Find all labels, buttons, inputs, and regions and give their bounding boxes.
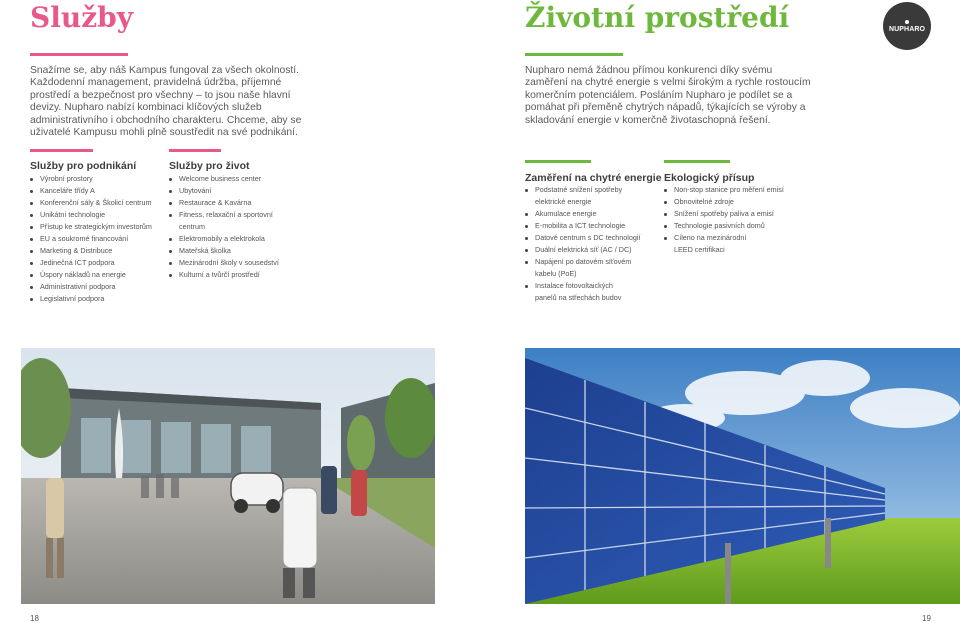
list-item: Datové centrum s DC technologií — [525, 232, 640, 244]
bullet-icon — [525, 237, 528, 240]
list-item: Napájení po datovém síťovém — [525, 256, 640, 268]
list-item: Obnovitelné zdroje — [664, 196, 784, 208]
list-item: Elektromobily a elektrokola — [169, 233, 279, 245]
page-title-environment: Životní prostředí — [525, 1, 790, 34]
list-item: Mezinárodní školy v sousedství — [169, 257, 279, 269]
column-rule — [169, 149, 221, 152]
list-item: Fitness, relaxační a sportovní — [169, 209, 279, 221]
bullet-icon — [30, 262, 33, 265]
bullet-icon — [525, 261, 528, 264]
list-item: Výrobní prostory — [30, 173, 152, 185]
bullet-icon — [30, 250, 33, 253]
eco-approach-list — [664, 184, 784, 256]
list-item: Podstatné snížení spotřeby — [525, 184, 640, 196]
list-item: Akumulace energie — [525, 208, 640, 220]
list-item: Konferenční sály & Školicí centrum — [30, 197, 152, 209]
bullet-icon — [30, 226, 33, 229]
bullet-icon — [30, 190, 33, 193]
bullet-icon — [30, 274, 33, 277]
bullet-icon — [30, 238, 33, 241]
solar-panels-photo — [525, 348, 960, 604]
list-item: kabelu (PoE) — [535, 269, 577, 278]
logo-text: NUPHARO — [888, 25, 926, 33]
business-services-list — [30, 173, 152, 305]
list-item: Mateřská školka — [169, 245, 279, 257]
page-number-right: 19 — [922, 614, 931, 623]
list-item: Ubytování — [169, 185, 279, 197]
list-item: Kanceláře třídy A — [30, 185, 152, 197]
bullet-icon — [664, 225, 667, 228]
bullet-icon — [525, 189, 528, 192]
life-services-heading: Služby pro život — [169, 160, 250, 172]
smart-energy-heading: Zaměření na chytré energie — [525, 172, 662, 184]
bullet-icon — [30, 178, 33, 181]
list-item: Přístup ke strategickým investorům — [30, 221, 152, 233]
list-item: Technologie pasivních domů — [664, 220, 784, 232]
bullet-icon — [525, 225, 528, 228]
list-item: Welcome business center — [169, 173, 279, 185]
list-item: centrum — [179, 222, 205, 231]
bullet-icon — [525, 285, 528, 288]
bullet-icon — [664, 237, 667, 240]
list-item: Jedinečná ICT podpora — [30, 257, 152, 269]
bullet-icon — [30, 214, 33, 217]
column-rule — [664, 160, 730, 163]
list-item: Kulturní a tvůrčí prostředí — [169, 269, 279, 281]
environment-intro: Nupharo nemá žádnou přímou konkurenci díky svému zaměření na chytré energie s velmi širokým a rychle rostoucím komerčním potenciálem. Posláním Nupharo je podílet se a pomáhat při přeměně chytrých nápadů, týkajících se výroby a skladování energie v komerčně životaschopná řešení. — [525, 65, 811, 126]
list-item: E-mobilita a ICT technologie — [525, 220, 640, 232]
bullet-icon — [30, 298, 33, 301]
bullet-icon — [169, 262, 172, 265]
list-item: Snížení spotřeby paliva a emisí — [664, 208, 784, 220]
bullet-icon — [169, 190, 172, 193]
eco-approach-heading: Ekologický přísup — [664, 172, 755, 184]
column-rule — [525, 160, 591, 163]
smart-energy-list — [525, 184, 640, 304]
bullet-icon — [30, 202, 33, 205]
column-rule — [30, 149, 93, 152]
list-item: Duální elektrická síť (AC / DC) — [525, 244, 640, 256]
list-item: panelů na střechách budov — [535, 293, 622, 302]
list-item: elektrické energie — [535, 197, 592, 206]
campus-rendering-photo — [21, 348, 435, 604]
list-item: Úspory nákladů na energie — [30, 269, 152, 281]
list-item: Legislativní podpora — [30, 293, 152, 305]
bullet-icon — [525, 213, 528, 216]
life-services-list — [169, 173, 279, 281]
bullet-icon — [664, 213, 667, 216]
list-item: Marketing & Distribuce — [30, 245, 152, 257]
page-number-left: 18 — [30, 614, 39, 623]
bullet-icon — [664, 201, 667, 204]
bullet-icon — [30, 286, 33, 289]
bullet-icon — [169, 238, 172, 241]
services-intro: Snažíme se, aby náš Kampus fungoval za všech okolností. Každodenní management, pravidelná údržba, příjemné prostředí a bezpečnost pro všechny – to jsou naše hlavní devizy. Nupharo nabízí kombinaci klíčových služeb administrativního i obchodního charakteru. Chceme, aby se uživatelé Kampusu mohli plně soustředit na své podnikání. — [30, 65, 302, 139]
list-item: Non-stop stanice pro měření emisí — [664, 184, 784, 196]
list-item: Administrativní podpora — [30, 281, 152, 293]
list-item: LEED certifikaci — [674, 245, 725, 254]
bullet-icon — [525, 249, 528, 252]
business-services-heading: Služby pro podnikání — [30, 160, 137, 172]
page-title-services: Služby — [30, 1, 133, 34]
list-item: Unikátní technologie — [30, 209, 152, 221]
bullet-icon — [169, 178, 172, 181]
bullet-icon — [169, 274, 172, 277]
nupharo-logo — [883, 2, 931, 50]
bullet-icon — [664, 189, 667, 192]
list-item: EU a soukromé financování — [30, 233, 152, 245]
list-item: Restaurace & Kavárna — [169, 197, 279, 209]
list-item: Instalace fotovoltaických — [525, 280, 640, 292]
bullet-icon — [169, 214, 172, 217]
bullet-icon — [169, 250, 172, 253]
title-rule — [525, 53, 623, 56]
logo-dot-icon — [905, 20, 909, 24]
title-rule — [30, 53, 128, 56]
list-item: Cíleno na mezinárodní — [664, 232, 784, 244]
bullet-icon — [169, 202, 172, 205]
